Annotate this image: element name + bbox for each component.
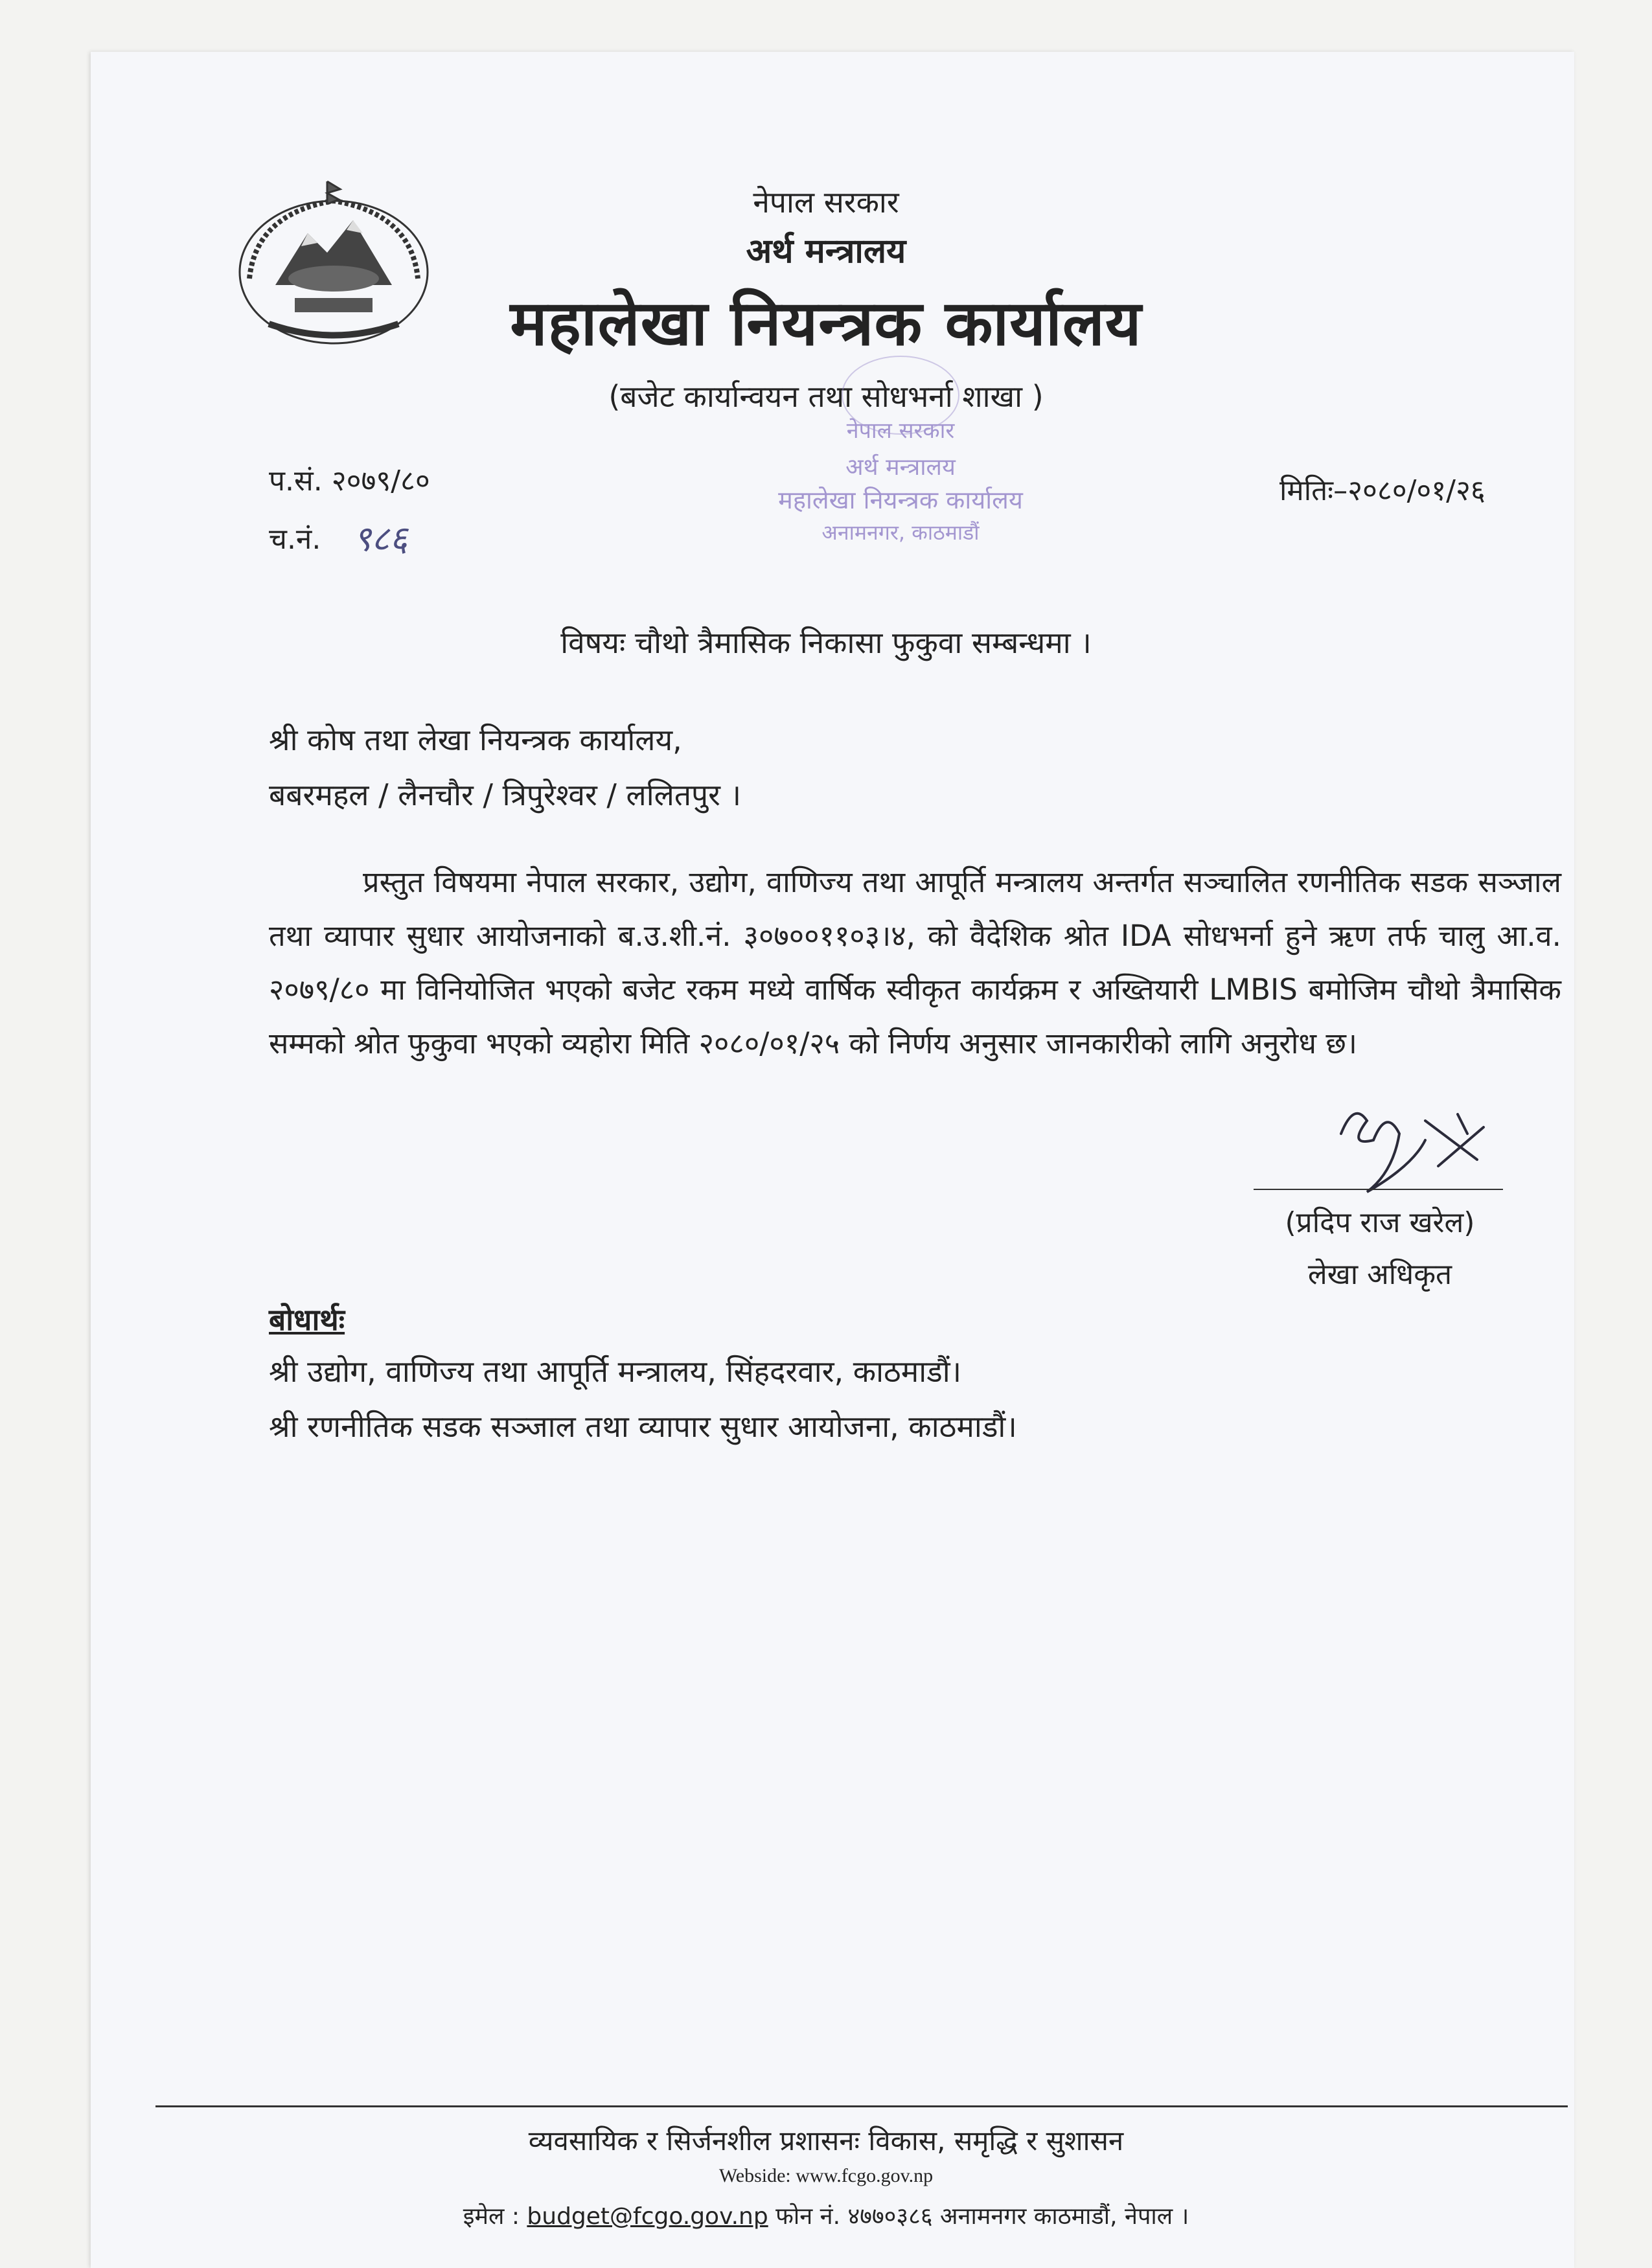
signatory-title: लेखा अधिकृत xyxy=(1307,1258,1452,1291)
footer-divider xyxy=(155,2105,1568,2107)
footer-motto: व्यवसायिक र सिर्जनशील प्रशासनः विकास, समृद्धि र सुशासन xyxy=(528,2125,1124,2157)
stamp-line-office: महालेखा नियन्त्रक कार्यालय xyxy=(778,486,1023,514)
letter-body: प्रस्तुत विषयमा नेपाल सरकार, उद्योग, वाणिज्य तथा आपूर्ति मन्त्रालय अन्तर्गत सञ्चालित रणनीतिक सडक सञ्जाल तथा व्यापार सुधार आयोजनाको ब.उ.शी.नं. ३०७००११०३।४, को वैदेशिक श्रोत IDA सोधभर्ना हुने ऋण तर्फ चालु आ.व. २०७९/८० मा विनियोजित भएको बजेट रकम मध्ये वार्षिक स्वीकृत कार्यक्रम र अख्तियारी LMBIS बमोजिम चौथो त्रैमासिक सम्मको श्रोत फुकुवा भएको व्यहोरा मिति २०८०/०१/२५ को निर्णय अनुसार जानकारीको लागि अनुरोध छ। xyxy=(269,865,1561,1060)
dispatch-number: ९८६ xyxy=(353,518,408,559)
government-name: नेपाल सरकार xyxy=(753,185,899,220)
cc-item: श्री उद्योग, वाणिज्य तथा आपूर्ति मन्त्रालय, सिंहदरवार, काठमाडौं। xyxy=(269,1354,962,1389)
office-name: महालेखा नियन्त्रक कार्यालय xyxy=(510,287,1142,360)
signature-line xyxy=(1254,1189,1503,1190)
footer-contact xyxy=(0,2199,1652,2231)
phone-address: फोन नं. ४७७०३८६ अनामनगर काठमाडौं, नेपाल । xyxy=(775,2203,1189,2230)
stamp-line-ministry: अर्थ मन्त्रालय xyxy=(845,454,956,481)
stamp-line-address: अनामनगर, काठमाडौं xyxy=(821,520,980,545)
letter-subject: विषयः चौथो त्रैमासिक निकासा फुकुवा सम्बन्धमा । xyxy=(560,625,1092,660)
letter-number: प.सं. २०७९/८० xyxy=(269,464,430,498)
ministry-name: अर्थ मन्त्रालय xyxy=(746,232,906,271)
office-stamp xyxy=(758,350,1043,564)
recipient-line-2: बबरमहल / लैनचौर / त्रिपुरेश्वर / ललितपुर । xyxy=(269,777,742,812)
email-link[interactable]: budget@fcgo.gov.np xyxy=(527,2203,768,2230)
letter-date: मितिः–२०८०/०१/२६ xyxy=(1279,474,1486,507)
cc-heading: बोधार्थः xyxy=(269,1302,345,1337)
branch-name: (बजेट कार्यान्वयन तथा सोधभर्ना शाखा ) xyxy=(608,379,1044,414)
email-label: इमेल : xyxy=(463,2203,520,2230)
stamp-line-government: नेपाल सरकार xyxy=(846,418,955,444)
recipient-line-1: श्री कोष तथा लेखा नियन्त्रक कार्यालय, xyxy=(269,722,682,757)
signatory-name: (प्रदिप राज खरेल) xyxy=(1285,1206,1475,1239)
footer-website: Webside: www.fcgo.gov.np xyxy=(718,2165,934,2186)
dispatch-label: च.नं. xyxy=(269,523,321,556)
cc-item: श्री रणनीतिक सडक सञ्जाल तथा व्यापार सुधार आयोजना, काठमाडौं। xyxy=(269,1409,1017,1444)
